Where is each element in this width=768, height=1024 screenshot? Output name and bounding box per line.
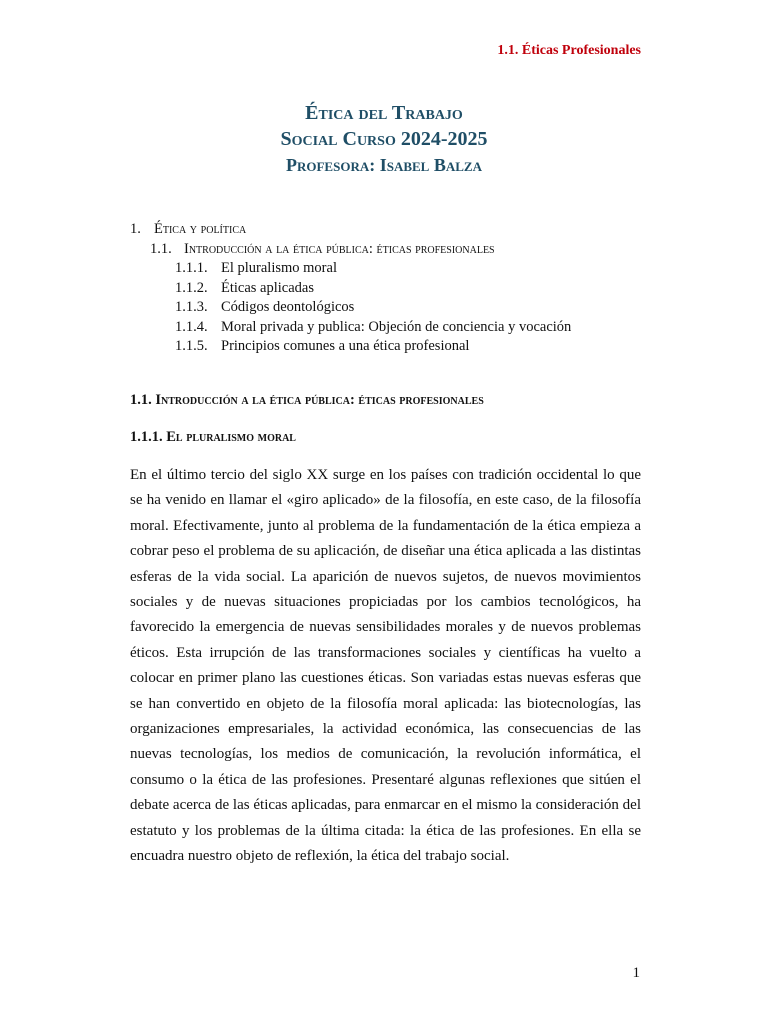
title-line-1: Ética del Trabajo — [305, 102, 463, 124]
toc-label: Introducción a la ética pública: éticas profesionales — [184, 240, 495, 257]
toc-label: Éticas aplicadas — [221, 279, 314, 296]
toc-label: Principios comunes a una ética profesional — [221, 338, 470, 354]
subsection-heading: 1.1.1. El pluralismo moral — [130, 429, 296, 445]
toc-item — [130, 220, 650, 240]
toc-item — [130, 318, 650, 338]
toc-item — [130, 259, 650, 279]
toc-number: 1. — [130, 221, 141, 237]
body-paragraph: En el último tercio del siglo XX surge en los países con tradición occidental lo que se ha venido en llamar el «giro aplicado» de la filosofía, en este caso, de la filosofía moral. Efectivamente, junto al problema de la fundamentación de la ética empieza a cobrar peso el problema de su aplicación, de diseñar una ética aplicada a las distintas esferas de la vida social. La aparición de nuevos sujetos, de nuevos movimientos sociales y de nuevas situaciones propiciadas por los cambios tecnológicos, ha favorecido la emergencia de nuevas sensibilidades morales y de nuevos problemas éticos. Esta irrupción de las transformaciones sociales y científicas ha vuelto a colocar en primer plano las cuestiones éticas. Son variadas estas nuevas esferas que se han convertido en objeto de la filosofía moral aplicada: las biotecnologías, las organizaciones empresariales, la actividad económica, las consecuencias de las nuevas tecnologías, los medios de comunicación, la revolución informática, el consumo o la ética de las profesiones. Presentaré algunas reflexiones que sitúen el debate acerca de las éticas aplicadas, para enmarcar en el mismo la consideración del estatuto y los problemas de la última citada: la ética de las profesiones. En ella se encuadra nuestro objeto de reflexión, la ética del trabajo social. — [130, 467, 641, 865]
page-number: 1 — [632, 965, 640, 981]
document-title — [0, 100, 768, 178]
title-line-2: Social Curso 2024-2025 — [280, 128, 488, 150]
toc-item — [130, 337, 650, 357]
toc-item — [130, 298, 650, 318]
table-of-contents — [130, 220, 650, 357]
section-heading: 1.1. Introducción a la ética pública: éticas profesionales — [130, 392, 484, 408]
toc-number: 1.1. — [150, 240, 172, 257]
title-line-3: Profesora: Isabel Balza — [286, 155, 482, 175]
running-head: 1.1. Éticas Profesionales — [497, 43, 641, 58]
toc-label: Ética y política — [154, 221, 247, 237]
toc-number: 1.1.5. — [175, 338, 208, 354]
toc-number: 1.1.3. — [175, 299, 208, 315]
toc-number: 1.1.1. — [175, 260, 208, 276]
toc-label: Códigos deontológicos — [221, 299, 355, 315]
toc-number: 1.1.2. — [175, 279, 208, 296]
toc-number: 1.1.4. — [175, 318, 208, 335]
toc-item — [130, 279, 650, 299]
toc-label: Moral privada y publica: Objeción de conciencia y vocación — [221, 318, 572, 335]
toc-label: El pluralismo moral — [221, 260, 337, 276]
toc-item — [130, 240, 650, 260]
